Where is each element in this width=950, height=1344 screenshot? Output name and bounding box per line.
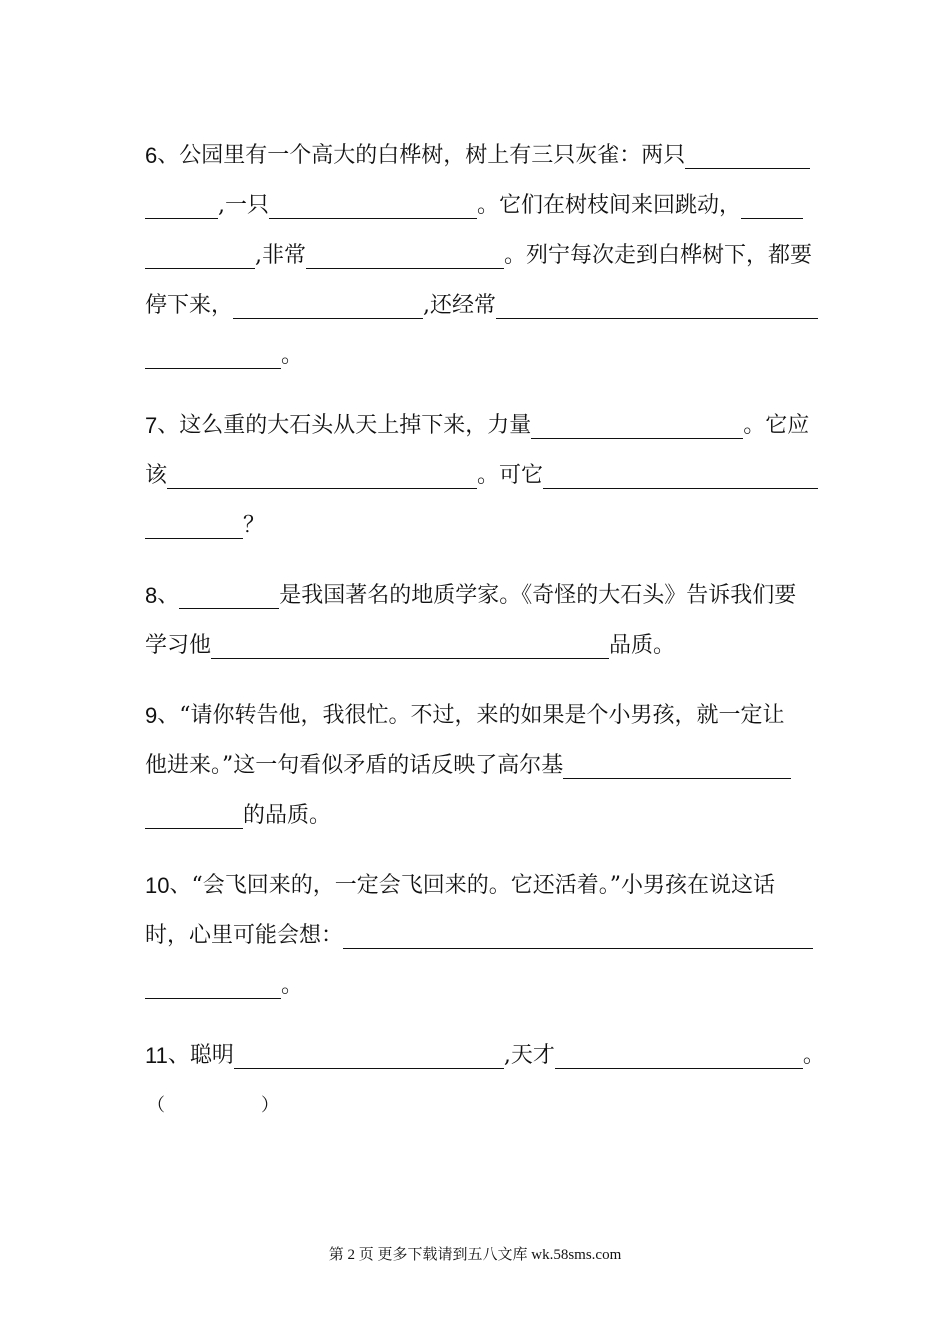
q10-blank-1[interactable] — [343, 922, 813, 949]
q11-line-1 — [145, 1033, 825, 1073]
q11-score-parens — [147, 1083, 827, 1123]
q9-text: 的品质。 — [243, 803, 332, 828]
q9-blank-1-cont[interactable] — [145, 802, 243, 829]
q9-blank-1[interactable] — [563, 752, 791, 779]
q10-text: 。 — [281, 973, 304, 998]
q6-blank-3[interactable] — [741, 192, 803, 219]
q7-text: 、这么重的大石头从天上掉下来，力量 — [157, 413, 532, 438]
q6-text: 。 — [281, 343, 304, 368]
q10-text: 、“会飞回来的，一定会飞回来的。它还活着。”小男孩在说这话 — [169, 873, 775, 898]
q11-text: ,天才 — [503, 1043, 555, 1068]
q8-line-2 — [145, 623, 825, 663]
q10-number: 10 — [145, 873, 170, 898]
q10-blank-1-cont[interactable] — [145, 972, 281, 999]
q8-text: 、 — [157, 583, 180, 608]
q10-line-3 — [145, 963, 825, 1003]
q6-line-3 — [145, 233, 825, 273]
q7-blank-1[interactable] — [531, 412, 743, 439]
q6-text: ,还经常 — [423, 293, 497, 318]
q6-blank-1-cont[interactable] — [145, 192, 218, 219]
q11-blank-2[interactable] — [555, 1042, 803, 1069]
q8-blank-1[interactable] — [179, 582, 279, 609]
q7-blank-3[interactable] — [543, 462, 818, 489]
q6-blank-5[interactable] — [233, 292, 423, 319]
paren-close: ） — [261, 1095, 279, 1116]
q7-text: 。它应 — [743, 413, 810, 438]
q8-text: 品质。 — [609, 633, 676, 658]
paren-open: （ — [147, 1095, 165, 1116]
q7-text: 。可它 — [477, 463, 544, 488]
q11-text: 、聪明 — [167, 1043, 234, 1068]
q6-text: ,非常 — [255, 243, 306, 268]
q6-blank-2[interactable] — [269, 192, 477, 219]
q10-text: 时，心里可能会想： — [145, 923, 344, 948]
q6-number: 6 — [145, 143, 158, 168]
q6-blank-4[interactable] — [306, 242, 504, 269]
q7-text: ？ — [243, 513, 266, 538]
q6-blank-3-cont[interactable] — [145, 242, 255, 269]
q9-line-2 — [145, 743, 825, 783]
q10-line-1 — [145, 863, 825, 903]
q7-line-3 — [145, 503, 825, 543]
q8-line-1 — [145, 573, 825, 613]
q11-blank-1[interactable] — [234, 1042, 504, 1069]
q11-number: 11 — [145, 1043, 168, 1068]
q10-line-2 — [145, 913, 825, 953]
q9-text: 他进来。”这一句看似矛盾的话反映了高尔基 — [145, 753, 564, 778]
q6-line-5 — [145, 333, 825, 373]
q7-text: 该 — [145, 463, 168, 488]
q7-blank-3-cont[interactable] — [145, 512, 243, 539]
q6-blank-6[interactable] — [496, 292, 818, 319]
q9-text: 、“请你转告他，我很忙。不过，来的如果是个小男孩，就一定让 — [157, 703, 785, 728]
q11-text: 。 — [802, 1043, 825, 1068]
q9-number: 9 — [145, 703, 158, 728]
q8-blank-2[interactable] — [211, 632, 609, 659]
q6-line-4 — [145, 283, 825, 323]
q6-text: 。它们在树枝间来回跳动， — [477, 193, 742, 218]
q6-text: 、公园里有一个高大的白桦树，树上有三只灰雀：两只 — [157, 143, 686, 168]
q7-line-2 — [145, 453, 825, 493]
q8-number: 8 — [145, 583, 158, 608]
q9-line-1 — [145, 693, 825, 733]
q6-blank-1[interactable] — [685, 142, 810, 169]
q6-line-1 — [145, 133, 825, 173]
q6-blank-6-cont[interactable] — [145, 342, 281, 369]
q7-blank-2[interactable] — [167, 462, 477, 489]
q6-text: ,一只 — [218, 193, 269, 218]
page-footer: 第 2 页 更多下载请到五八文库 wk.58sms.com — [328, 1247, 622, 1263]
q8-text: 是我国著名的地质学家。《奇怪的大石头》告诉我们要 — [279, 583, 797, 608]
q6-text: 。列宁每次走到白桦树下，都要 — [504, 243, 813, 268]
q6-line-2 — [145, 183, 825, 223]
q8-text: 学习他 — [145, 633, 212, 658]
q9-line-3 — [145, 793, 825, 833]
q7-line-1 — [145, 403, 825, 443]
q7-number: 7 — [145, 413, 158, 438]
q6-text: 停下来， — [145, 293, 234, 318]
